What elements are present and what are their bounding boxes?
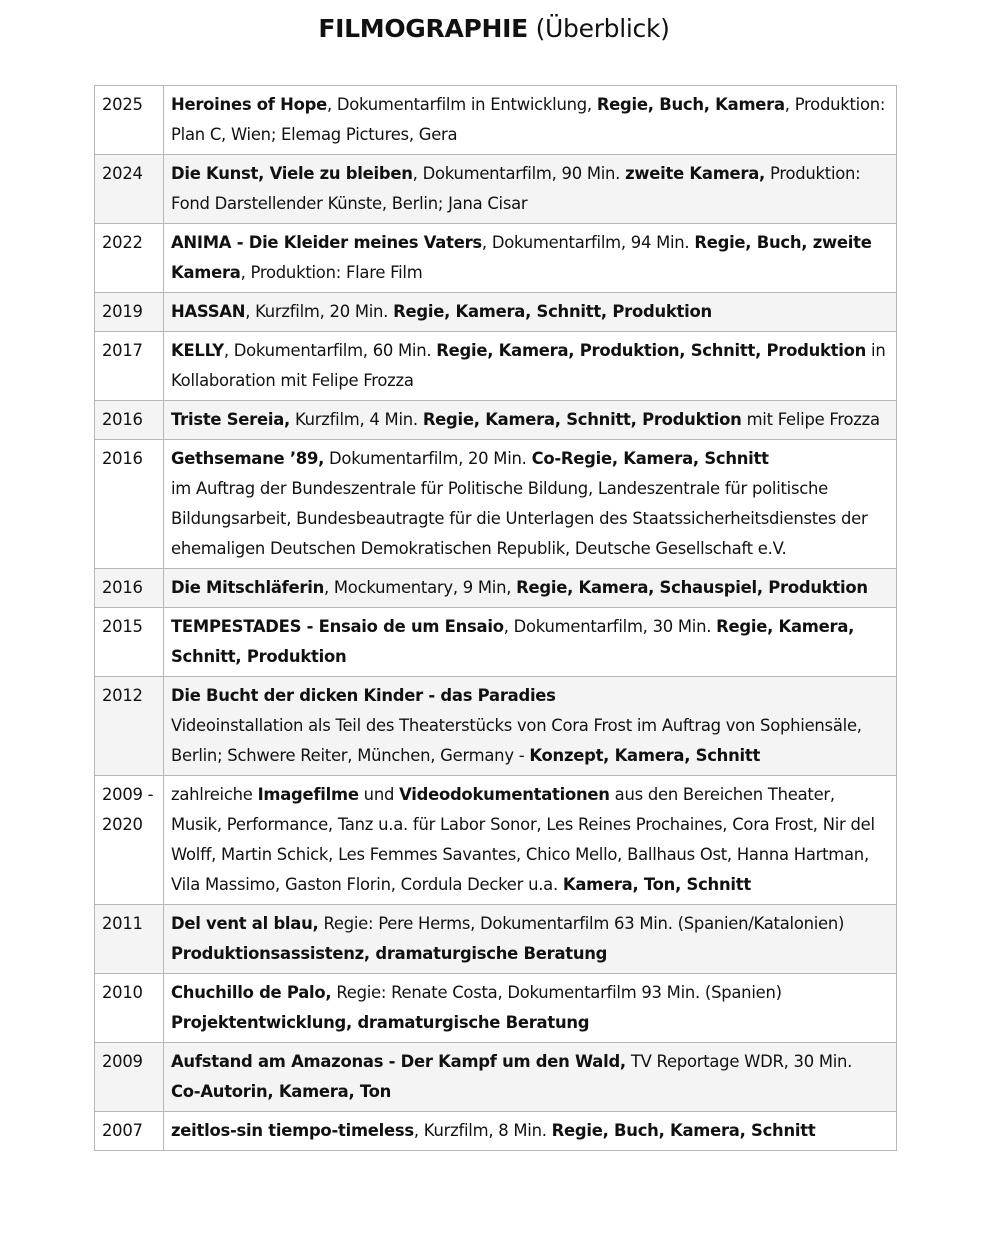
row-year: 2010 <box>95 974 164 1043</box>
description-bold-text: Regie, Kamera, Schnitt, Produktion <box>171 617 855 666</box>
table-row <box>95 776 897 905</box>
description-text: , Dokumentarfilm, 60 Min. <box>223 341 437 360</box>
description-bold-text: Co-Regie, Kamera, Schnitt <box>531 449 769 468</box>
table-row <box>95 332 897 401</box>
description-bold-text: Regie, Buch, Kamera, Schnitt <box>551 1121 816 1140</box>
row-description <box>164 974 897 1043</box>
table-row <box>95 293 897 332</box>
description-text: und <box>358 785 400 804</box>
description-bold-text: Regie, Kamera, Schnitt, Produktion <box>393 302 712 321</box>
row-description <box>164 86 897 155</box>
description-text: , Kurzfilm, 8 Min. <box>413 1121 552 1140</box>
row-year: 2009 - 2020 <box>95 776 164 905</box>
row-description <box>164 293 897 332</box>
description-bold-text: Gethsemane ’89, <box>171 449 325 468</box>
row-description <box>164 440 897 569</box>
description-bold-text: TEMPESTADES - Ensaio de um Ensaio <box>171 617 504 636</box>
description-bold-text: Regie, Kamera, Produktion, Schnitt, Produktion <box>436 341 867 360</box>
description-bold-text: Regie, Kamera, Schnitt, Produktion <box>422 410 742 429</box>
description-bold-text: Aufstand am Amazonas - Der Kampf um den Wald, <box>171 1052 626 1071</box>
description-text: , Dokumentarfilm, 30 Min. <box>503 617 717 636</box>
description-text: Regie: Pere Herms, Dokumentarfilm 63 Min. (Spanien/Katalonien) <box>318 914 845 933</box>
table-row <box>95 224 897 293</box>
description-bold-text: Co-Autorin, Kamera, Ton <box>171 1082 392 1101</box>
row-year: 2019 <box>95 293 164 332</box>
description-text: , Produktion: Flare Film <box>240 263 423 282</box>
description-bold-text: Die Kunst, Viele zu bleiben <box>171 164 413 183</box>
row-year: 2009 <box>95 1043 164 1112</box>
row-year: 2016 <box>95 401 164 440</box>
description-bold-text: Heroines of Hope <box>171 95 327 114</box>
description-text: TV Reportage WDR, 30 Min. <box>625 1052 853 1071</box>
row-description <box>164 776 897 905</box>
description-text: Produktion: Fond Darstellender Künste, Berlin; Jana Cisar <box>171 164 861 213</box>
row-description <box>164 332 897 401</box>
description-bold-text: Regie, Kamera, Schauspiel, Produktion <box>516 578 868 597</box>
description-bold-text: Konzept, Kamera, Schnitt <box>529 746 761 765</box>
description-text: Kurzfilm, 4 Min. <box>290 410 423 429</box>
description-text: Dokumentarfilm, 20 Min. <box>324 449 532 468</box>
row-year: 2017 <box>95 332 164 401</box>
filmography-table <box>94 85 897 1151</box>
table-row <box>95 974 897 1043</box>
description-text: , Dokumentarfilm, 94 Min. <box>481 233 695 252</box>
row-year: 2024 <box>95 155 164 224</box>
description-bold-text: Del vent al blau, <box>171 914 319 933</box>
description-bold-text: Die Mitschläferin <box>171 578 324 597</box>
row-year: 2022 <box>95 224 164 293</box>
description-text: , Mockumentary, 9 Min, <box>324 578 517 597</box>
row-description <box>164 569 897 608</box>
description-text: Regie: Renate Costa, Dokumentarfilm 93 Min. (Spanien) <box>331 983 782 1002</box>
table-row <box>95 440 897 569</box>
description-bold-text: KELLY <box>171 341 224 360</box>
description-text: in Kollaboration mit Felipe Frozza <box>171 341 886 390</box>
description-bold-text: Die Bucht der dicken Kinder - das Paradies <box>171 686 556 705</box>
row-description <box>164 155 897 224</box>
table-row <box>95 401 897 440</box>
page-title-main: FILMOGRAPHIE <box>318 14 528 43</box>
row-description <box>164 401 897 440</box>
description-text: aus den Bereichen Theater, Musik, Performance, Tanz u.a. für Labor Sonor, Les Reines Prochaines, Cora Frost, Nir del Wolff, Martin Schick, Les Femmes Savantes, Chico Mello, Ballhaus Ost, Hanna Hartman, Vila Massimo, Gaston Florin, Cordula Decker u.a. <box>171 785 875 894</box>
description-text: , Dokumentarfilm in Entwicklung, <box>326 95 597 114</box>
table-row <box>95 677 897 776</box>
description-bold-text: Triste Sereia, <box>171 410 291 429</box>
page-title <box>0 12 988 46</box>
row-description <box>164 1043 897 1112</box>
row-description <box>164 224 897 293</box>
table-row <box>95 1112 897 1151</box>
description-bold-text: Imagefilme <box>257 785 359 804</box>
row-year: 2011 <box>95 905 164 974</box>
description-bold-text: Regie, Buch, Kamera <box>596 95 785 114</box>
page-title-sub: (Überblick) <box>527 14 670 43</box>
description-bold-text: zeitlos-sin tiempo-timeless <box>171 1121 414 1140</box>
row-year: 2007 <box>95 1112 164 1151</box>
description-text: mit Felipe Frozza <box>741 410 880 429</box>
row-description <box>164 1112 897 1151</box>
description-bold-text: HASSAN <box>171 302 246 321</box>
description-bold-text: Produktionsassistenz, dramaturgische Beratung <box>171 944 608 963</box>
description-text: , Dokumentarfilm, 90 Min. <box>412 164 626 183</box>
description-bold-text: Regie, Buch, zweite Kamera <box>171 233 872 282</box>
description-bold-text: zweite Kamera, <box>625 164 766 183</box>
row-description <box>164 608 897 677</box>
description-text: , Kurzfilm, 20 Min. <box>245 302 394 321</box>
table-row <box>95 155 897 224</box>
description-text: Videoinstallation als Teil des Theaterstücks von Cora Frost im Auftrag von Sophiensäle, Berlin; Schwere Reiter, München, Germany - <box>171 716 862 765</box>
table-row <box>95 905 897 974</box>
row-description <box>164 677 897 776</box>
description-bold-text: Videodokumentationen <box>399 785 610 804</box>
description-bold-text: Kamera, Ton, Schnitt <box>562 875 751 894</box>
table-row <box>95 569 897 608</box>
description-bold-text: Chuchillo de Palo, <box>171 983 332 1002</box>
row-year: 2012 <box>95 677 164 776</box>
filmography-body <box>95 86 897 1151</box>
description-bold-text: ANIMA - Die Kleider meines Vaters <box>171 233 482 252</box>
description-bold-text: Projektentwicklung, dramaturgische Beratung <box>171 1013 590 1032</box>
table-row <box>95 86 897 155</box>
table-row <box>95 608 897 677</box>
row-year: 2016 <box>95 440 164 569</box>
row-year: 2015 <box>95 608 164 677</box>
description-text: , Produktion: Plan C, Wien; Elemag Pictures, Gera <box>171 95 886 144</box>
description-text: im Auftrag der Bundeszentrale für Politische Bildung, Landeszentrale für politische Bildungsarbeit, Bundesbeautragte für die Unterlagen des Staatssicherheitsdienstes der ehemaligen Deutschen Demokratischen Republik, Deutsche Gesellschaft e.V. <box>171 479 868 558</box>
description-text: zahlreiche <box>171 785 258 804</box>
row-year: 2025 <box>95 86 164 155</box>
table-row <box>95 1043 897 1112</box>
row-year: 2016 <box>95 569 164 608</box>
row-description <box>164 905 897 974</box>
